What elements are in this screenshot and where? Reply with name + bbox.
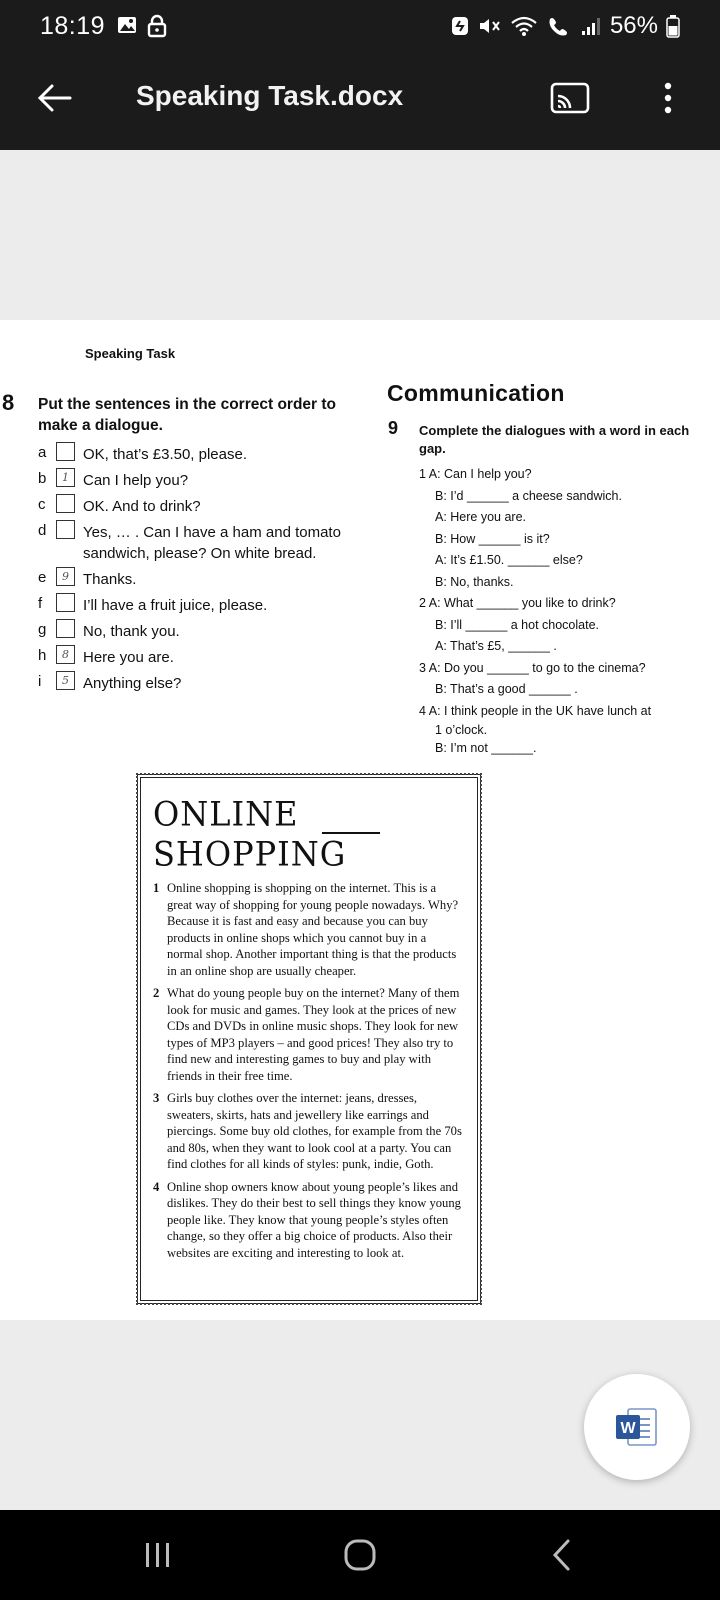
list-item [38,593,378,619]
dialogue-line: A: Here you are. [435,510,527,524]
battery-saver-icon [450,15,470,37]
dialogue-line: 2 A: What ______ you like to drink? [419,596,616,610]
dialogue-line: 3 A: Do you ______ to go to the cinema? [419,660,646,675]
status-bar [0,0,720,52]
answer-box [56,494,75,513]
item-text: No, thank you. [83,623,180,640]
recent-apps-button[interactable] [128,1530,188,1580]
dialogue-line: B: No, thanks. [435,574,514,589]
item-letter: h [38,647,47,664]
exercise-9-dialogues [419,464,709,760]
item-letter: a [38,444,47,461]
paragraph-number: 4 [153,1179,160,1194]
dialogue-line: 1 o’clock. [435,723,488,737]
paragraph-number: 1 [153,881,160,895]
document-header: Speaking Task [85,346,176,361]
list-item [38,494,378,520]
home-button[interactable] [330,1530,390,1580]
home-icon [343,1538,377,1572]
status-time: 18:19 [40,12,106,40]
arrow-left-icon [36,83,72,113]
status-right [450,12,680,40]
paragraph-number: 3 [153,1091,160,1105]
image-icon [116,14,138,36]
wifi-call-icon [546,15,572,37]
answer-box: 9 [56,567,75,586]
navigation-bar [0,1510,720,1600]
list-item [38,520,378,567]
paragraph-text: What do young people buy on the internet? Many of them look for music and games. They look at the prices of new CDs and DVDs in online music shops. They look for new types of MP3 players – and good prices! They also try to find new and interesting games to buy and play with friends in their free time. [167,986,460,1083]
exercise-9-instruction: Complete the dialogues with a word in each gap. [419,423,690,456]
dialogue-line: 1 A: Can I help you? [419,467,532,481]
battery-percent: 56% [609,12,658,39]
lock-icon [146,14,168,38]
paragraph-text: Online shopping is shopping on the internet. This is a great way of shopping for young people nowadays. Why? Because it is fast and easy and because you can buy products in online shops which you cannot buy in a normal shop. Another important thing is that the products in an online shop are usually cheaper. [167,881,459,978]
app-bar [0,52,720,150]
paragraph-text: Online shop owners know about young people’s likes and dislikes. They do their best to sell things they know young people like. They know that young people’s styles often change, so they offer a big choice of products. Also their websites are exciting and interesting to look at. [167,1179,461,1260]
list-item [38,619,378,645]
dialogue-line: B: That’s a good ______ . [435,682,578,696]
item-letter: c [38,496,46,513]
dialogue-line: B: How ______ is it? [435,531,550,546]
document-title: Speaking Task.docx [136,80,404,111]
dialogue-line: B: I’m not ______. [435,741,537,755]
answer-box [56,442,75,461]
answer-box [56,619,75,638]
answer-box [56,593,75,612]
document-page [0,320,720,1320]
answer-box: 5 [56,671,75,690]
battery-icon [666,14,680,38]
item-text: Yes, … . Can I have a ham and tomato sandwich, please? On white bread. [83,524,341,562]
wifi-icon [510,15,538,37]
document-viewer[interactable] [0,150,720,1510]
exercise-8-number: 8 [2,390,15,415]
dialogue-line: B: I’d ______ a cheese sandwich. [435,488,622,503]
dialogue-line: A: That’s £5, ______ . [435,639,557,653]
item-text: I’ll have a fruit juice, please. [83,597,268,614]
item-letter: g [38,621,47,638]
cast-button[interactable] [546,74,594,122]
word-icon [614,1406,660,1448]
list-item [38,645,378,671]
list-item [38,442,378,468]
back-nav-button[interactable] [532,1530,592,1580]
signal-icon [580,15,602,37]
item-letter: d [38,522,47,539]
article-title: ONLINE SHOPPING [153,794,347,874]
list-item [38,468,378,494]
back-button[interactable] [30,74,78,122]
dialogue-line: B: I’ll ______ a hot chocolate. [435,617,600,632]
list-item [38,567,378,593]
item-letter: i [38,673,42,690]
item-text: OK, that’s £3.50, please. [83,446,247,463]
more-options-button[interactable] [644,74,692,122]
answer-box: 1 [56,468,75,487]
item-text: Thanks. [83,571,137,588]
exercise-8-instruction: Put the sentences in the correct order to make a dialogue. [38,396,337,434]
item-text: OK. And to drink? [83,498,201,515]
article-box [137,774,481,1304]
status-left-icons [116,14,168,38]
answer-box [56,520,75,539]
exercise-8-list [38,442,378,697]
more-vertical-icon [663,82,673,114]
item-text: Anything else? [83,675,182,692]
item-text: Here you are. [83,649,174,666]
item-text: Can I help you? [83,472,189,489]
mute-icon [478,15,502,37]
recent-apps-icon [143,1540,173,1570]
list-item [38,671,378,697]
back-icon [550,1538,574,1572]
article-paragraph [153,880,463,979]
article-paragraph [153,985,463,1084]
exercise-9-number: 9 [388,418,399,438]
dialogue-line: A: It’s £1.50. ______ else? [435,553,583,567]
dialogue-line: 4 A: I think people in the UK have lunch at [419,703,652,718]
paragraph-number: 2 [153,986,160,1000]
cast-icon [550,82,590,114]
item-letter: b [38,470,47,487]
word-letter: W [620,1420,636,1437]
communication-title: Communication [387,380,565,406]
answer-box: 8 [56,645,75,664]
open-in-word-button[interactable] [584,1374,690,1480]
article-paragraph [153,1090,463,1173]
item-letter: e [38,569,47,586]
item-letter: f [38,595,43,612]
article-paragraph [153,1179,463,1262]
paragraph-text: Girls buy clothes over the internet: jeans, dresses, sweaters, skirts, hats and jewellery like earrings and piercings. Some buy old clothes, for example from the 70s and 80s, when they want to look cool at a party. You can find clothes for all kinds of styles: punk, indie, Goth. [167,1091,462,1171]
